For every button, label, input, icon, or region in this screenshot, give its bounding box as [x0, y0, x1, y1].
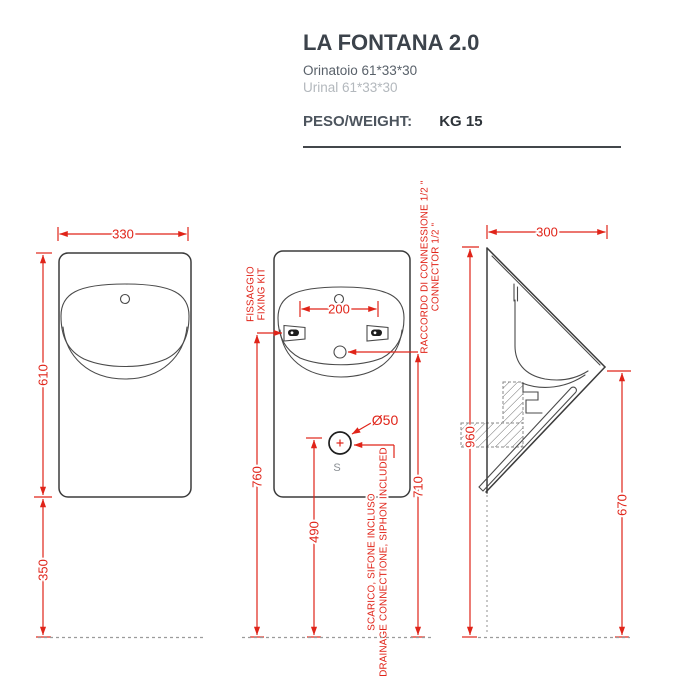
weight-label: PESO/WEIGHT:	[303, 113, 413, 130]
svg-text:DRAINAGE CONNECTIONE, SIPHON I: DRAINAGE CONNECTIONE, SIPHON INCLUDED	[378, 447, 390, 677]
front-floor-clearance-value: 350	[35, 559, 51, 581]
fixing-kit-label	[246, 266, 268, 322]
connector-height-value: 710	[410, 476, 426, 498]
dimension-side-total-height	[462, 247, 479, 637]
rear-view	[242, 180, 442, 677]
dimension-front-height	[34, 253, 52, 497]
hatch-siphon-upper	[503, 382, 523, 423]
svg-text:SCARICO, SIFONE INCLUSO: SCARICO, SIFONE INCLUSO	[366, 493, 378, 631]
svg-text:CONNECTOR 1/2 ": CONNECTOR 1/2 "	[430, 222, 442, 312]
side-depth-value: 300	[536, 224, 558, 240]
svg-text:FIXING KIT: FIXING KIT	[256, 267, 268, 321]
dimension-front-width	[58, 227, 188, 242]
product-subtitle-italian: Orinatoio 61*33*30	[303, 63, 418, 78]
weight-value: KG 15	[439, 113, 483, 130]
fixing-height-value: 760	[249, 466, 265, 488]
svg-text:RACCORDO DI CONNESSIONE 1/2 ": RACCORDO DI CONNESSIONE 1/2 "	[419, 180, 431, 354]
bracket-spacing-value: 200	[328, 301, 350, 317]
rear-body-outline	[274, 251, 410, 497]
connector-label	[420, 180, 442, 353]
drain-height-value: 490	[306, 521, 322, 543]
drain-siphon-marker: S	[333, 462, 341, 474]
side-view	[461, 225, 631, 638]
dimension-connector-height	[411, 354, 426, 637]
front-width-value: 330	[112, 226, 134, 242]
product-title: LA FONTANA 2.0	[303, 30, 480, 55]
side-fixing-notch	[514, 284, 518, 301]
side-top-edge	[487, 248, 605, 367]
svg-text:FISSAGGIO: FISSAGGIO	[245, 266, 257, 322]
dimension-front-floor-clearance	[36, 499, 52, 637]
dimension-fixing-height	[250, 335, 265, 637]
drain-hole	[329, 432, 351, 454]
dimension-side-depth	[487, 225, 607, 240]
side-top-edge-inner	[492, 256, 600, 365]
front-view	[34, 227, 206, 638]
drain-diameter-value: Ø50	[371, 412, 399, 428]
dimension-side-outlet-height	[607, 371, 631, 637]
front-height-value: 610	[35, 364, 51, 386]
product-subtitle-english: Urinal 61*33*30	[303, 80, 398, 95]
side-outlet-height-value: 670	[614, 494, 630, 516]
side-total-height-value: 960	[462, 426, 478, 448]
